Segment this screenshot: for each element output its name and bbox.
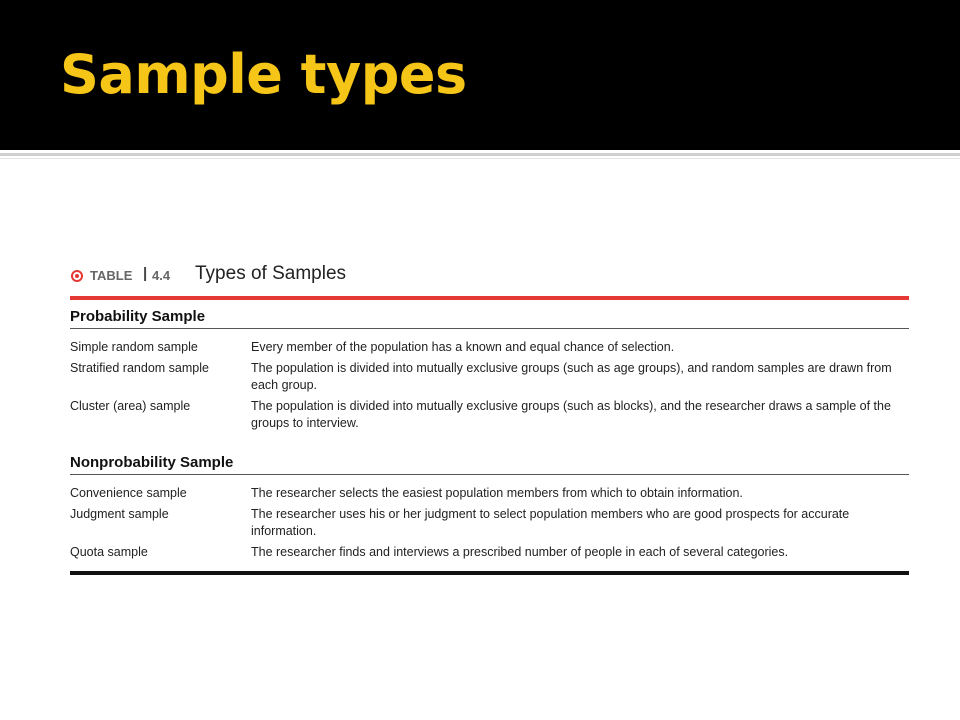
row-term: Cluster (area) sample xyxy=(70,399,191,413)
row-term: Quota sample xyxy=(70,545,148,559)
probability-section xyxy=(70,300,909,432)
table-number: 4.4 xyxy=(152,268,171,283)
table-row xyxy=(70,544,909,561)
table-label: TABLE xyxy=(90,268,133,283)
table-caption xyxy=(70,262,909,292)
table-row xyxy=(70,339,909,356)
nonprobability-section xyxy=(70,446,909,561)
header-divider-thin xyxy=(0,158,960,159)
samples-table xyxy=(70,262,909,575)
section-heading: Nonprobability Sample xyxy=(70,446,909,475)
row-term: Convenience sample xyxy=(70,486,187,500)
table-row xyxy=(70,485,909,502)
table-row xyxy=(70,360,909,394)
section-heading: Probability Sample xyxy=(70,300,909,329)
table-row xyxy=(70,398,909,432)
row-definition: The researcher selects the easiest population members from which to obtain information. xyxy=(251,486,743,500)
row-definition: The researcher finds and interviews a prescribed number of people in each of several categories. xyxy=(251,545,789,559)
row-term: Simple random sample xyxy=(70,340,198,354)
table-row xyxy=(70,506,909,540)
row-definition: The researcher uses his or her judgment to select population members who are good prospects for accurate information. xyxy=(251,507,850,538)
title-bar xyxy=(0,0,960,150)
slide-title: Sample types xyxy=(60,43,467,106)
table-title: Types of Samples xyxy=(195,263,347,284)
row-term: Stratified random sample xyxy=(70,361,209,375)
header-divider xyxy=(0,153,960,156)
row-term: Judgment sample xyxy=(70,507,169,521)
row-definition: The population is divided into mutually exclusive groups (such as age groups), and random samples are drawn from each group. xyxy=(251,361,892,392)
row-definition: The population is divided into mutually exclusive groups (such as blocks), and the researcher draws a sample of the groups to interview. xyxy=(251,399,891,430)
table-bottom-rule xyxy=(70,571,909,575)
row-definition: Every member of the population has a known and equal chance of selection. xyxy=(251,340,675,354)
bullet-icon xyxy=(71,270,83,282)
table-label-separator: | xyxy=(143,265,148,282)
